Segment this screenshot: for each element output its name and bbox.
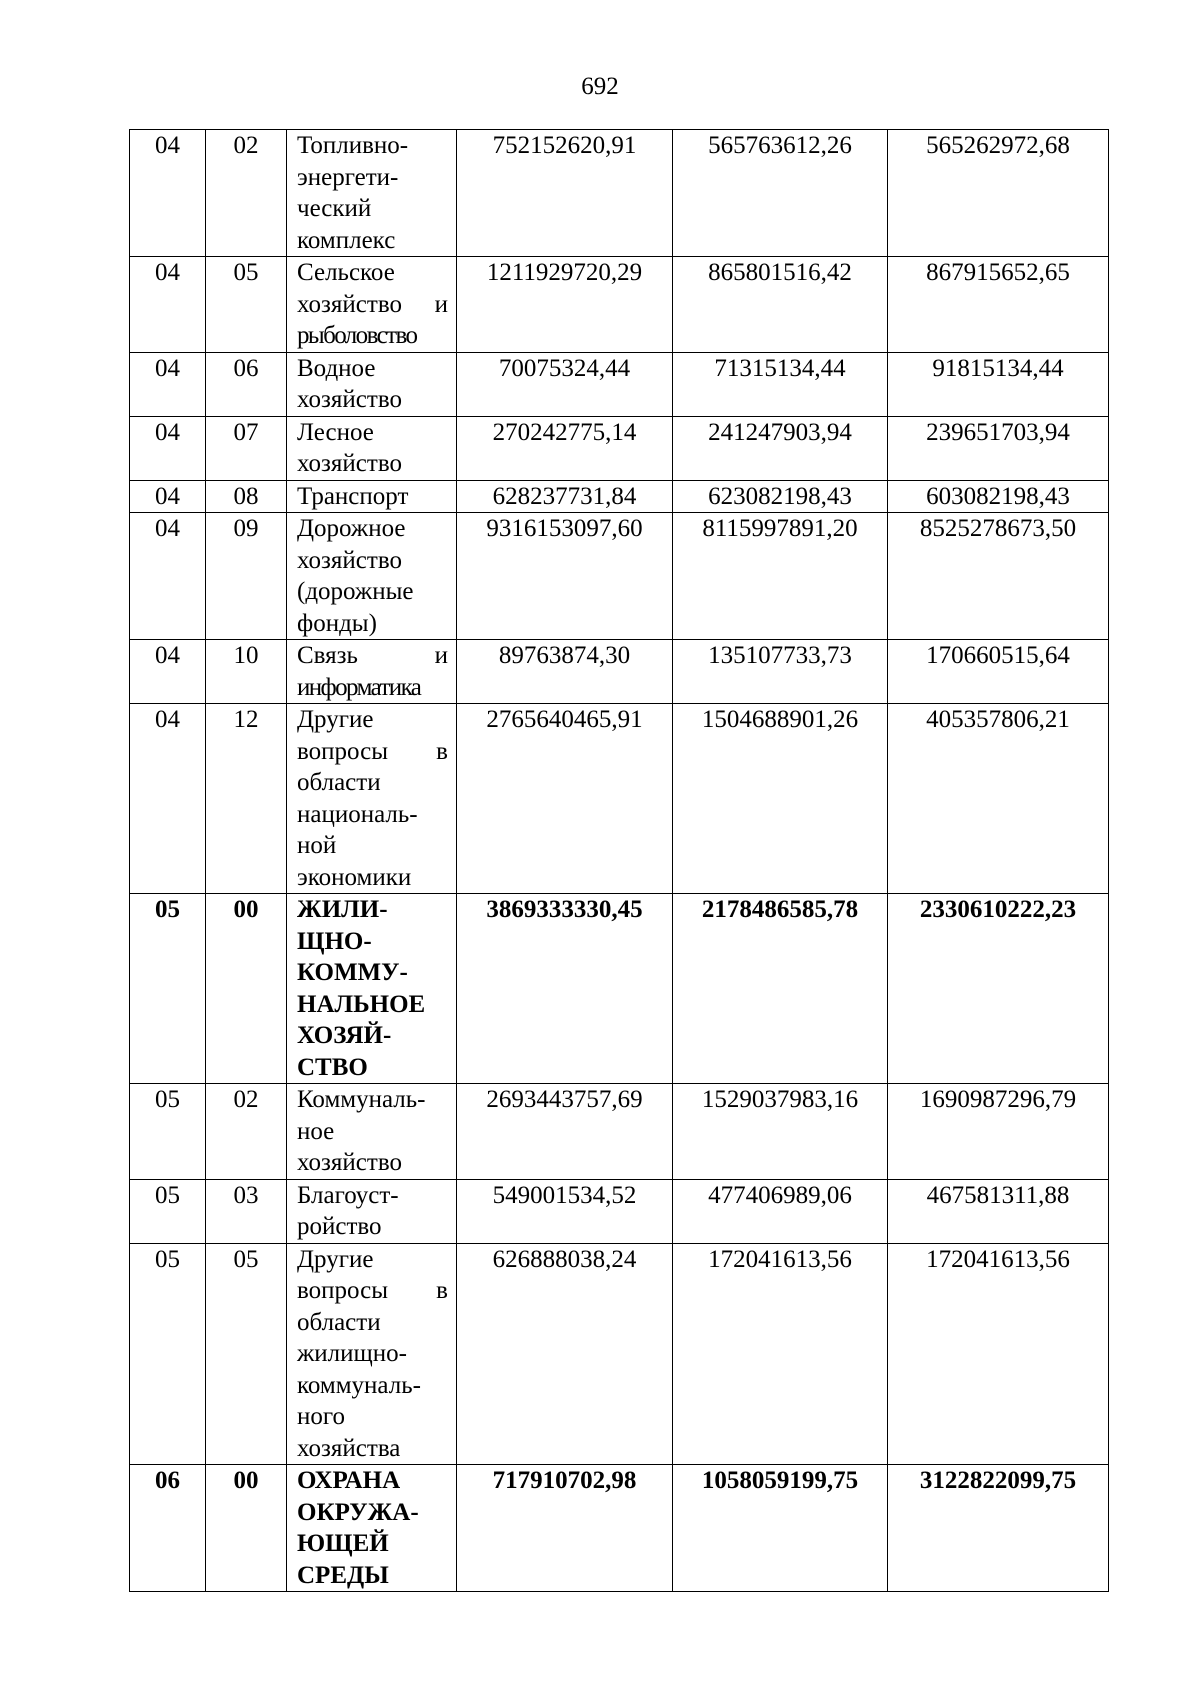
page-number: 692 <box>581 73 619 100</box>
item-name-line: информатика <box>297 673 421 701</box>
item-name-line: коммуналь- <box>297 1371 421 1399</box>
amount-cell-2: 623082198,43 <box>673 480 888 513</box>
amount-cell-3: 405357806,21 <box>888 704 1109 894</box>
table-row <box>130 894 1109 1084</box>
item-name-line: хозяйства <box>297 1434 401 1462</box>
item-name-line: Другие <box>297 1245 374 1273</box>
section-code-cell: 04 <box>130 640 206 704</box>
item-name-line: ройство <box>297 1213 382 1240</box>
amount-cell-2: 1529037983,16 <box>673 1084 888 1180</box>
item-name-line: рыболовство <box>297 322 417 349</box>
amount-cell-2: 241247903,94 <box>673 416 888 480</box>
subsection-code-cell: 10 <box>206 640 287 704</box>
table-row <box>130 480 1109 513</box>
item-name-line: Водное <box>297 354 376 382</box>
item-name-line: хозяйство и <box>297 290 448 318</box>
item-name-line: Дорожное <box>297 515 406 542</box>
item-name-line: Благоуст- <box>297 1181 399 1209</box>
item-name-line: вопросы в <box>297 737 448 765</box>
table-row <box>130 1243 1109 1465</box>
item-name-line: Сельское <box>297 259 395 286</box>
amount-cell-1: 1211929720,29 <box>457 257 673 353</box>
item-name-cell <box>287 704 457 894</box>
amount-cell-1: 752152620,91 <box>457 130 673 257</box>
amount-cell-2: 1504688901,26 <box>673 704 888 894</box>
amount-cell-1: 9316153097,60 <box>457 513 673 640</box>
subsection-code-cell: 00 <box>206 1465 287 1592</box>
item-name-cell <box>287 1243 457 1465</box>
item-name-line: хозяйство <box>297 1149 402 1176</box>
item-name-cell <box>287 1084 457 1180</box>
table-row <box>130 257 1109 353</box>
amount-cell-3: 91815134,44 <box>888 352 1109 416</box>
table-row <box>130 1084 1109 1180</box>
amount-cell-2: 565763612,26 <box>673 130 888 257</box>
subsection-code-cell: 06 <box>206 352 287 416</box>
amount-cell-1: 3869333330,45 <box>457 894 673 1084</box>
amount-cell-1: 2693443757,69 <box>457 1084 673 1180</box>
item-name-line: Лесное <box>297 418 374 446</box>
amount-cell-1: 270242775,14 <box>457 416 673 480</box>
section-code-cell: 04 <box>130 480 206 513</box>
amount-cell-3: 603082198,43 <box>888 480 1109 513</box>
item-name-line: комплекс <box>297 226 396 254</box>
item-name-line: хозяйство <box>297 450 402 477</box>
item-name-line: хозяйство <box>297 386 402 413</box>
item-name-line: ОКРУЖА- <box>297 1498 419 1526</box>
subsection-code-cell: 07 <box>206 416 287 480</box>
item-name-cell <box>287 1179 457 1243</box>
subsection-code-cell: 05 <box>206 1243 287 1465</box>
table-row <box>130 130 1109 257</box>
section-code-cell: 04 <box>130 257 206 353</box>
item-name-line: КОММУ- <box>297 959 408 986</box>
amount-cell-1: 626888038,24 <box>457 1243 673 1465</box>
table-row <box>130 513 1109 640</box>
amount-cell-3: 3122822099,75 <box>888 1465 1109 1592</box>
table-row <box>130 1465 1109 1592</box>
amount-cell-3: 170660515,64 <box>888 640 1109 704</box>
amount-cell-1: 549001534,52 <box>457 1179 673 1243</box>
subsection-code-cell: 02 <box>206 130 287 257</box>
item-name-line: ного <box>297 1403 346 1430</box>
item-name-cell <box>287 130 457 257</box>
item-name-line: фонды) <box>297 609 377 637</box>
section-code-cell: 04 <box>130 704 206 894</box>
amount-cell-2: 1058059199,75 <box>673 1465 888 1592</box>
amount-cell-2: 2178486585,78 <box>673 894 888 1084</box>
item-name-line: СРЕДЫ <box>297 1561 389 1589</box>
item-name-cell <box>287 352 457 416</box>
amount-cell-1: 70075324,44 <box>457 352 673 416</box>
amount-cell-3: 172041613,56 <box>888 1243 1109 1465</box>
amount-cell-3: 239651703,94 <box>888 416 1109 480</box>
amount-cell-3: 1690987296,79 <box>888 1084 1109 1180</box>
section-code-cell: 04 <box>130 513 206 640</box>
subsection-code-cell: 09 <box>206 513 287 640</box>
amount-cell-2: 172041613,56 <box>673 1243 888 1465</box>
item-name-cell <box>287 257 457 353</box>
item-name-line: Другие <box>297 706 374 733</box>
item-name-line: жилищно- <box>297 1340 407 1367</box>
amount-cell-3: 867915652,65 <box>888 257 1109 353</box>
item-name-line: ОХРАНА <box>297 1467 401 1494</box>
item-name-cell <box>287 480 457 513</box>
item-name-line: ной <box>297 832 337 859</box>
subsection-code-cell: 02 <box>206 1084 287 1180</box>
section-code-cell: 05 <box>130 894 206 1084</box>
amount-cell-3: 2330610222,23 <box>888 894 1109 1084</box>
section-code-cell: 05 <box>130 1243 206 1465</box>
section-code-cell: 04 <box>130 352 206 416</box>
subsection-code-cell: 08 <box>206 480 287 513</box>
amount-cell-1: 717910702,98 <box>457 1465 673 1592</box>
item-name-cell <box>287 1465 457 1592</box>
item-name-line: ЖИЛИ- <box>297 896 388 923</box>
item-name-cell <box>287 640 457 704</box>
item-name-line: ное <box>297 1117 335 1145</box>
item-name-line: хозяйство <box>297 546 402 574</box>
subsection-code-cell: 03 <box>206 1179 287 1243</box>
budget-table-body <box>130 130 1109 1592</box>
section-code-cell: 04 <box>130 130 206 257</box>
amount-cell-2: 477406989,06 <box>673 1179 888 1243</box>
item-name-line: СТВО <box>297 1053 368 1081</box>
budget-table <box>129 129 1109 1592</box>
item-name-line: Транспорт <box>297 482 409 510</box>
amount-cell-3: 8525278673,50 <box>888 513 1109 640</box>
section-code-cell: 06 <box>130 1465 206 1592</box>
amount-cell-2: 71315134,44 <box>673 352 888 416</box>
subsection-code-cell: 05 <box>206 257 287 353</box>
amount-cell-1: 628237731,84 <box>457 480 673 513</box>
table-row <box>130 640 1109 704</box>
item-name-line: (дорожные <box>297 578 414 605</box>
amount-cell-2: 135107733,73 <box>673 640 888 704</box>
item-name-cell <box>287 894 457 1084</box>
item-name-line: экономики <box>297 863 412 891</box>
item-name-line: ЩНО- <box>297 927 372 955</box>
item-name-line: области <box>297 1308 381 1336</box>
subsection-code-cell: 12 <box>206 704 287 894</box>
table-row <box>130 1179 1109 1243</box>
amount-cell-2: 8115997891,20 <box>673 513 888 640</box>
item-name-line: ЮЩЕЙ <box>297 1530 389 1557</box>
item-name-line: Коммуналь- <box>297 1086 426 1113</box>
item-name-line: националь- <box>297 800 418 828</box>
item-name-line: НАЛЬНОЕ <box>297 990 426 1018</box>
item-name-line: энергети- <box>297 163 399 191</box>
amount-cell-3: 565262972,68 <box>888 130 1109 257</box>
amount-cell-3: 467581311,88 <box>888 1179 1109 1243</box>
item-name-line: вопросы в <box>297 1277 448 1304</box>
item-name-cell <box>287 513 457 640</box>
table-row <box>130 352 1109 416</box>
table-row <box>130 416 1109 480</box>
item-name-line: ХОЗЯЙ- <box>297 1022 392 1049</box>
amount-cell-1: 2765640465,91 <box>457 704 673 894</box>
item-name-cell <box>287 416 457 480</box>
item-name-line: Топливно- <box>297 132 409 159</box>
subsection-code-cell: 00 <box>206 894 287 1084</box>
item-name-line: области <box>297 769 381 796</box>
table-row <box>130 704 1109 894</box>
amount-cell-1: 89763874,30 <box>457 640 673 704</box>
section-code-cell: 05 <box>130 1179 206 1243</box>
section-code-cell: 05 <box>130 1084 206 1180</box>
item-name-line: Связь и <box>297 642 448 669</box>
item-name-line: ческий <box>297 195 372 222</box>
amount-cell-2: 865801516,42 <box>673 257 888 353</box>
section-code-cell: 04 <box>130 416 206 480</box>
